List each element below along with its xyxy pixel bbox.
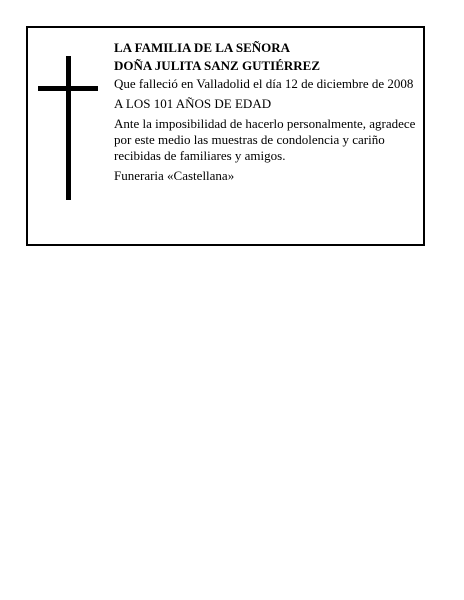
- cross-icon: [38, 56, 98, 200]
- cross-vertical-bar: [66, 56, 71, 200]
- age-info: A LOS 101 AÑOS DE EDAD: [114, 96, 272, 111]
- family-line: LA FAMILIA DE LA SEÑORA: [114, 40, 291, 55]
- thanks-message: Ante la imposibilidad de hacerlo personalmente, agradece por este medio las muestras de condolencia y cariño recibidas de familiares y amigos.: [114, 116, 416, 163]
- cross-horizontal-bar: [38, 86, 98, 91]
- deceased-name: DOÑA JULITA SANZ GUTIÉRREZ: [114, 58, 321, 73]
- funeral-home: Funeraria «Castellana»: [114, 168, 235, 183]
- obituary-notice: [26, 26, 425, 246]
- notice-text: [114, 40, 420, 188]
- death-info: Que falleció en Valladolid el día 12 de diciembre de 2008: [114, 76, 414, 91]
